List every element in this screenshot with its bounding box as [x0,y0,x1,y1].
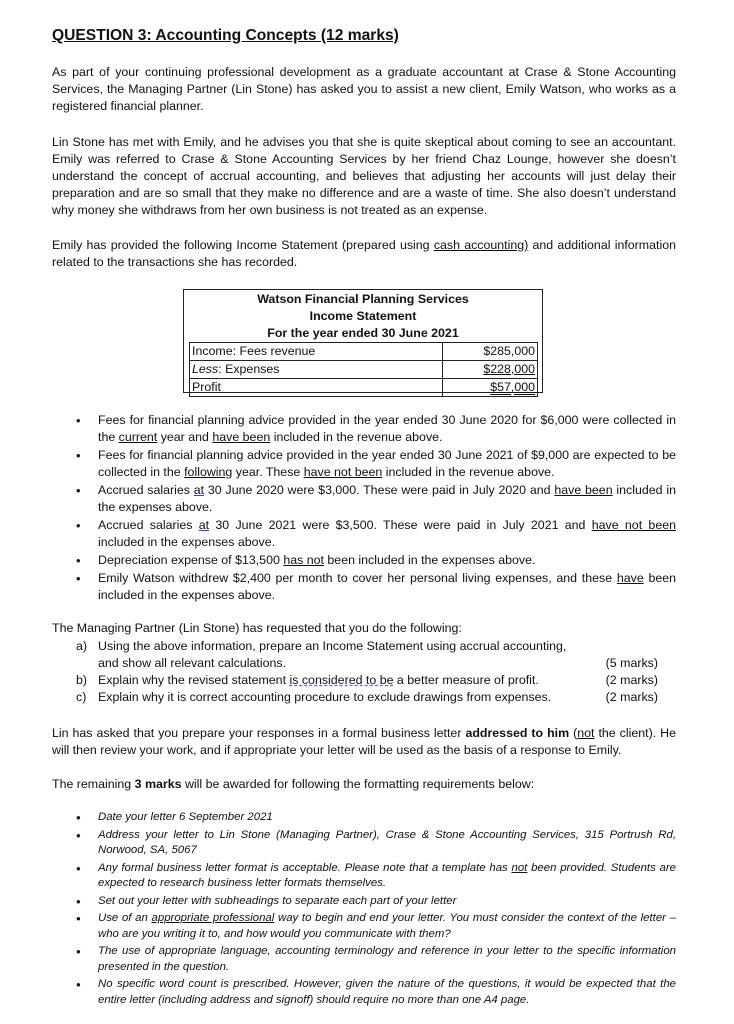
row-amount: $285,000 [443,343,538,361]
list-item: • Fees for financial planning advice provided in the year ended 30 June 2020 for $6,000 were collected in the current year and have been included in the revenue above. [76,412,676,446]
row-amount: $228,000 [443,361,538,379]
intro-paragraph: As part of your continuing professional development as a graduate accountant at Crase & Stone Accounting Services, the Managing Partner (Lin Stone) has asked you to assist a new client, Emily Watson, who works as a registered financial planner. [52,65,676,113]
table-row [190,343,538,361]
income-statement-table [183,289,543,393]
list-item: • Emily Watson withdrew $2,400 per month to cover her personal living expenses, and these have been included in the expenses above. [76,570,676,604]
statement-name: Income Statement [309,309,417,323]
list-item: c) Explain why it is correct accounting procedure to exclude drawings from expenses. (2 marks) [76,690,658,704]
list-item: • Any formal business letter format is acceptable. Please note that a template has not been provided. Students are expected to research business letter formats themselves. [76,861,676,892]
list-item: • Use of an appropriate professional way to begin and end your letter. You must consider the context of the letter – who are you writing it to, and how would you communicate with them? [76,911,676,942]
table-row [190,361,538,379]
tasks-list [76,638,658,706]
list-item: • Accrued salaries at 30 June 2021 were $3,500. These were paid in July 2021 and have not been included in the expenses above. [76,517,676,551]
list-item: • Fees for financial planning advice provided in the year ended 30 June 2021 of $9,000 are expected to be collected in the following year. These have not been included in the revenue above. [76,447,676,481]
list-item: • Set out your letter with subheadings to separate each part of your letter [76,894,676,910]
cash-accounting-term: cash accounting) [433,238,529,252]
statement-entity: Watson Financial Planning Services [257,292,469,306]
marks-label: (2 marks) [605,673,658,687]
statement-rows [189,342,538,397]
statement-intro-paragraph: Emily has provided the following Income Statement (prepared using cash accounting) and additional information related to the transactions she has recorded. [52,238,676,269]
question-title: QUESTION 3: Accounting Concepts (12 marks) [52,27,399,44]
formatting-marks-paragraph: The remaining 3 marks will be awarded for following the formatting requirements below: [52,777,535,791]
formatting-requirements-list [76,810,676,1010]
statement-heading [184,290,542,342]
transaction-facts-list [76,412,676,605]
tasks-intro: The Managing Partner (Lin Stone) has requested that you do the following: [52,621,462,635]
context-paragraph: Lin Stone has met with Emily, and he advises you that she is quite skeptical about coming to see an accountant. Emily was referred to Crase & Stone Accounting Services by her friend Chaz Lounge, however she doesn’t understand the concept of accrual accounting, and believes that adjusting her accounts will just delay their preparation and are so small that they make no difference and are a waste of time. She also doesn’t understand why money she withdraws from her own business is not treated as an expense. [52,135,676,217]
marks-label: (2 marks) [605,690,658,704]
list-item: • Depreciation expense of $13,500 has not been included in the expenses above. [76,552,676,569]
table-row [190,379,538,397]
row-amount: $57,000 [443,379,538,397]
row-label: Income: Fees revenue [190,343,443,361]
list-item: • The use of appropriate language, accounting terminology and reference in your letter to the specific information presented in the question. [76,944,676,975]
statement-period: For the year ended 30 June 2021 [267,326,459,340]
row-label: Profit [190,379,443,397]
list-item: a) Using the above information, prepare an Income Statement using accrual accounting, and show all relevant calculations. (5 marks) [76,639,658,670]
row-label: Less: Expenses [190,361,443,379]
list-item: • Address your letter to Lin Stone (Managing Partner), Crase & Stone Accounting Services, 315 Portrush Rd, Norwood, SA, 5067 [76,828,676,859]
list-item: • Accrued salaries at 30 June 2020 were $3,000. These were paid in July 2020 and have been included in the expenses above. [76,482,676,516]
marks-label: (5 marks) [605,656,658,670]
list-item: b) Explain why the revised statement is considered to be a better measure of profit. (2 marks) [76,673,658,687]
letter-instructions-paragraph: Lin has asked that you prepare your responses in a formal business letter addressed to him (not the client). He will then review your work, and if appropriate your letter will be used as the basis of a response to Emily. [52,726,677,757]
list-item: • No specific word count is prescribed. However, given the nature of the questions, it would be expected that the entire letter (including address and signoff) should require no more than one A4 page. [76,977,676,1008]
list-item: • Date your letter 6 September 2021 [76,810,676,826]
